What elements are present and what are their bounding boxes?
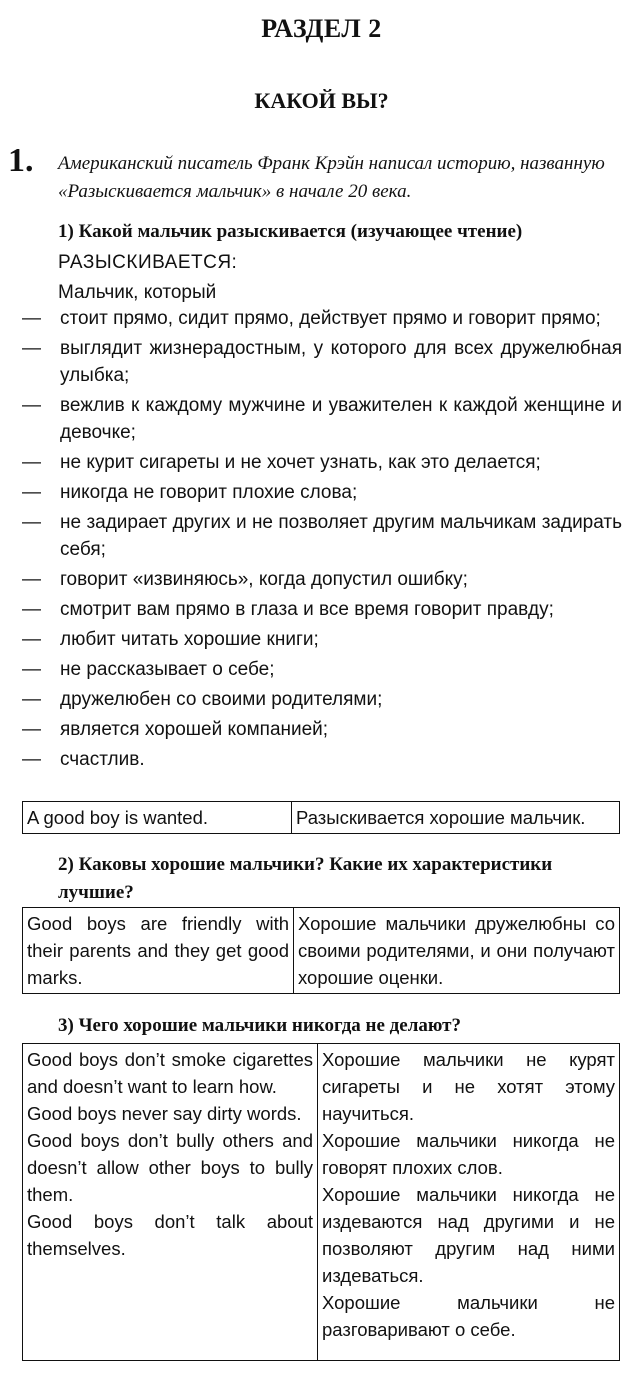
list-item: — не задирает других и не позволяет другим мальчикам задирать себя; bbox=[22, 509, 622, 563]
wanted-list bbox=[22, 305, 622, 773]
part1-heading: 1) Какой мальчик разыскивается (изучающее чтение) bbox=[58, 221, 523, 242]
table-row bbox=[23, 802, 620, 834]
list-item: — говорит «извиняюсь», когда допустил ошибку; bbox=[22, 566, 622, 593]
part2-translation-table bbox=[22, 907, 620, 994]
list-item: — стоит прямо, сидит прямо, действует прямо и говорит прямо; bbox=[22, 305, 622, 332]
english-cell: Good boys are friendly with their parents and they get good marks. bbox=[23, 908, 294, 994]
list-item: — вежлив к каждому мужчине и уважителен к каждой женщине и девочке; bbox=[22, 392, 622, 446]
table-row bbox=[23, 1044, 620, 1361]
list-item: — любит читать хорошие книги; bbox=[22, 626, 622, 653]
list-item: — является хорошей компанией; bbox=[22, 716, 622, 743]
russian-sentence: Хорошие мальчики не курят сигареты и не хотят этому научиться. bbox=[322, 1049, 615, 1124]
part3-translation-table bbox=[22, 1043, 620, 1361]
list-item: — выглядит жизнерадостным, у которого для всех дружелюбная улыбка; bbox=[22, 335, 622, 389]
russian-sentence: Хорошие мальчики никогда не издеваются над другими и не позволяют другим над ними издеваться. bbox=[322, 1184, 615, 1286]
task-intro: Американский писатель Франк Крэйн написал историю, названную «Разыскивается мальчик» в начале 20 века. bbox=[58, 153, 605, 202]
table-row bbox=[23, 908, 620, 994]
russian-column bbox=[318, 1044, 620, 1361]
russian-cell: Хорошие мальчики дружелюбны со своими родителями, и они получают хорошие оценки. bbox=[294, 908, 620, 994]
english-cell: A good boy is wanted. bbox=[23, 802, 292, 834]
english-sentence: Good boys don’t talk about themselves. bbox=[27, 1211, 313, 1259]
list-item: — дружелюбен со своими родителями; bbox=[22, 686, 622, 713]
wanted-subtitle: Мальчик, который bbox=[58, 282, 217, 303]
wanted-heading: РАЗЫСКИВАЕТСЯ: bbox=[58, 252, 238, 273]
english-column bbox=[23, 1044, 318, 1361]
russian-sentence: Хорошие мальчики никогда не говорят плохих слов. bbox=[322, 1130, 615, 1178]
english-sentence: Good boys never say dirty words. bbox=[27, 1103, 302, 1124]
list-item: — не курит сигареты и не хочет узнать, как это делается; bbox=[22, 449, 622, 476]
english-sentence: Good boys don’t bully others and doesn’t allow other boys to bully them. bbox=[27, 1130, 313, 1205]
part3-heading: 3) Чего хорошие мальчики никогда не делают? bbox=[58, 1015, 461, 1036]
part2-heading: 2) Каковы хорошие мальчики? Какие их характеристики лучшие? bbox=[58, 854, 553, 903]
list-item: — не рассказывает о себе; bbox=[22, 656, 622, 683]
list-item: — счастлив. bbox=[22, 746, 622, 773]
list-item: — смотрит вам прямо в глаза и все время говорит правду; bbox=[22, 596, 622, 623]
task-number: 1. bbox=[8, 142, 34, 179]
part1-translation-table bbox=[22, 801, 620, 834]
english-sentence: Good boys don’t smoke cigarettes and doesn’t want to learn how. bbox=[27, 1049, 313, 1097]
russian-cell: Разыскивается хорошие мальчик. bbox=[292, 802, 620, 834]
list-item: — никогда не говорит плохие слова; bbox=[22, 479, 622, 506]
russian-sentence: Хорошие мальчики не разговаривают о себе. bbox=[322, 1292, 615, 1340]
chapter-title: КАКОЙ ВЫ? bbox=[254, 88, 389, 113]
section-title: РАЗДЕЛ 2 bbox=[261, 14, 382, 43]
